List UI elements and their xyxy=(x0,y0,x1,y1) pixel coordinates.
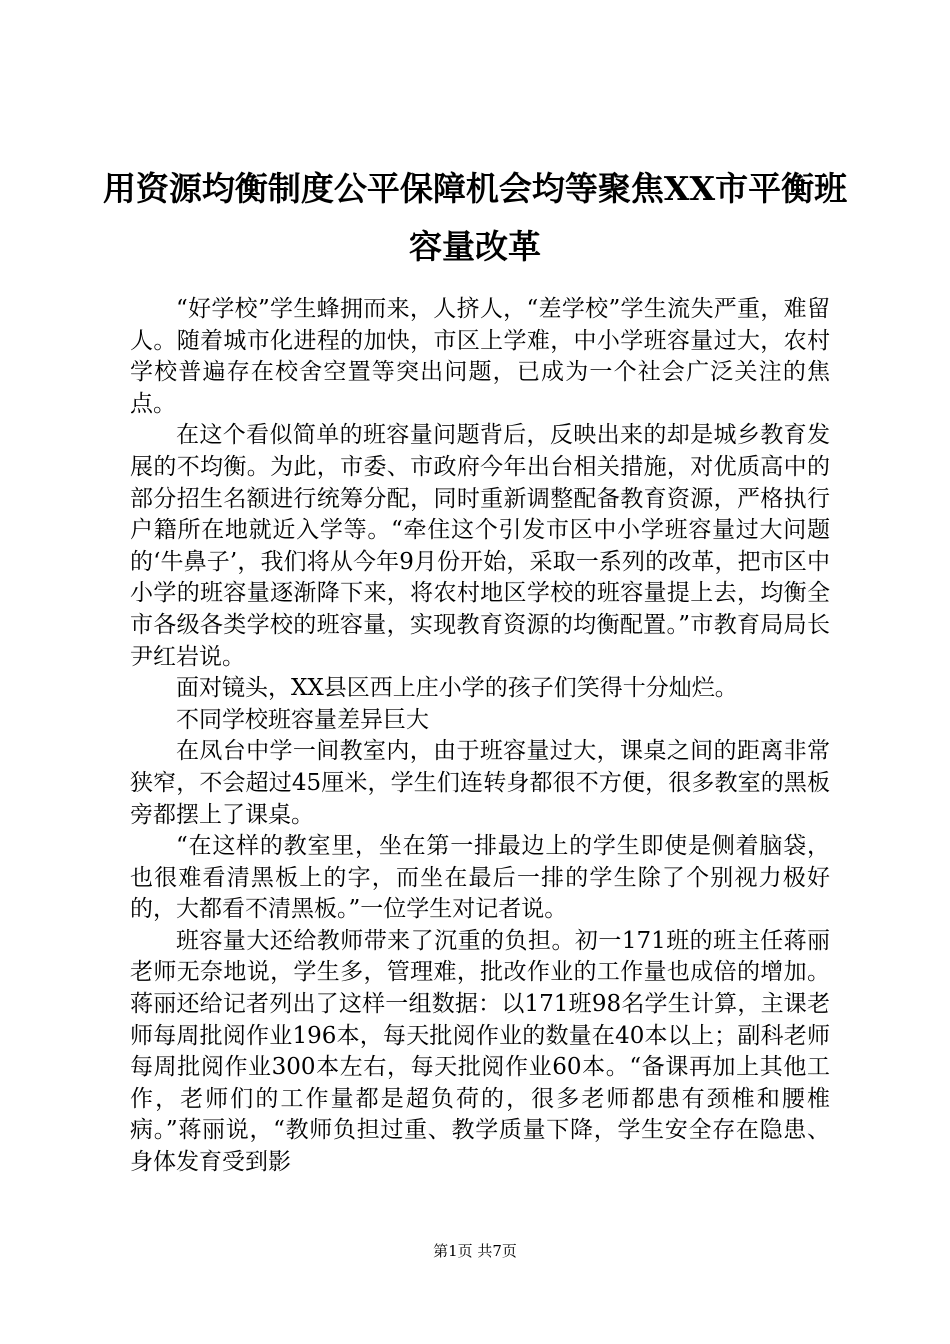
paragraph: “在这样的教室里，坐在第一排最边上的学生即使是侧着脑袋，也很难看清黑板上的字，而坐在最后一排的学生除了个别视力极好的，大都看不清黑板。”一位学生对记者说。 xyxy=(130,833,830,923)
paragraph: 面对镜头，XX县区西上庄小学的孩子们笑得十分灿烂。 xyxy=(176,675,738,702)
document-body xyxy=(130,294,830,1184)
paragraph: 班容量大还给教师带来了沉重的负担。初一171班的班主任蒋丽老师无奈地说，学生多，管理难，批改作业的工作量也成倍的增加。蒋丽还给记者列出了这样一组数据：以171班98名学生计算，主课老师每周批阅作业196本，每天批阅作业的数量在40本以上；副科老师每周批阅作业300本左右，每天批阅作业60本。“备课再加上其他工作，老师们的工作量都是超负荷的，很多老师都患有颈椎和腰椎病。”蒋丽说，“教师负担过重、教学质量下降，学生安全存在隐患、身体发育受到影 xyxy=(130,927,830,1176)
paragraph: 在这个看似简单的班容量问题背后，反映出来的却是城乡教育发展的不均衡。为此，市委、市政府今年出台相关措施，对优质高中的部分招生名额进行统筹分配，同时重新调整配备教育资源，严格执行户籍所在地就近入学等。“牵住这个引发市区中小学班容量过大问题的‘牛鼻子’，我们将从今年9月份开始，采取一系列的改革，把市区中小学的班容量逐渐降下来，将农村地区学校的班容量提上去，均衡全市各级各类学校的班容量，实现教育资源的均衡配置。”市教育局局长尹红岩说。 xyxy=(130,422,830,670)
page-number-footer: 第1页 共7页 xyxy=(433,1242,517,1260)
paragraph: 在凤台中学一间教室内，由于班容量过大，课桌之间的距离非常狭窄，不会超过45厘米，学生们连转身都很不方便，很多教室的黑板旁都摆上了课桌。 xyxy=(130,738,830,828)
document-title: 用资源均衡制度公平保障机会均等聚焦XX市平衡班容量改革 xyxy=(102,169,848,266)
section-heading: 不同学校班容量差异巨大 xyxy=(176,706,429,733)
paragraph: “好学校”学生蜂拥而来，人挤人，“差学校”学生流失严重，难留人。随着城市化进程的加快，市区上学难，中小学班容量过大，农村学校普遍存在校舍空置等突出问题，已成为一个社会广泛关注的焦点。 xyxy=(130,296,830,417)
